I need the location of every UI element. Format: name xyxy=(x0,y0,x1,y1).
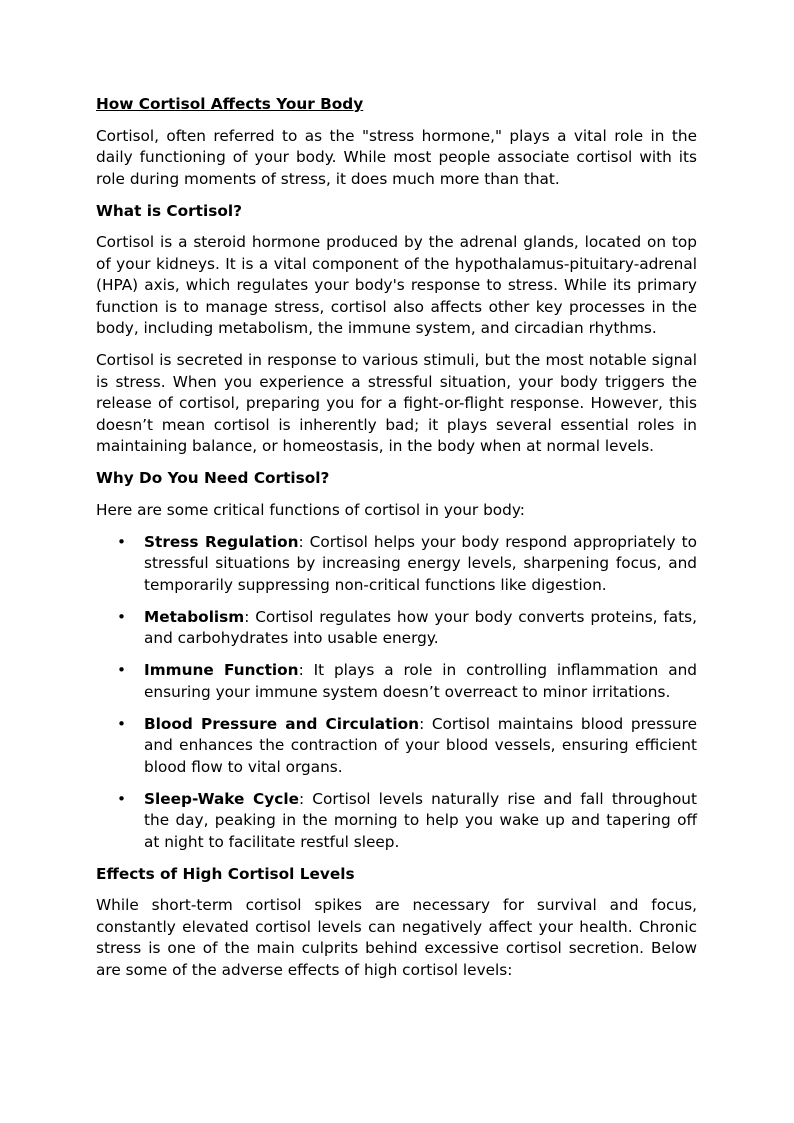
list-item xyxy=(96,607,697,650)
intro-paragraph: Cortisol, often referred to as the "stress hormone," plays a vital role in the daily functioning of your body. While most people associate cortisol with its role during moments of stress, it does much more than that. xyxy=(96,126,697,188)
list-item xyxy=(96,532,697,597)
bullet-icon: • xyxy=(117,607,127,626)
list-item-text: : Cortisol maintains blood pressure and enhances the contraction of your blood vessels, ensuring efficient blood flow to vital organs. xyxy=(144,714,697,776)
section-heading-high-cortisol: Effects of High Cortisol Levels xyxy=(96,864,355,883)
paragraph: Cortisol is secreted in response to various stimuli, but the most notable signal is stress. When you experience a stressful situation, your body triggers the release of cortisol, preparing you for a fight-or-flight response. However, this doesn’t mean cortisol is inherently bad; it plays several essential roles in maintaining balance, or homeostasis, in the body when at normal levels. xyxy=(96,351,697,455)
paragraph: Cortisol is a steroid hormone produced by the adrenal glands, located on top of your kidneys. It is a vital component of the hypothalamus-pituitary-adrenal (HPA) axis, which regulates your body's response to stress. While its primary function is to manage stress, cortisol also affects other key processes in the body, including metabolism, the immune system, and circadian rhythms. xyxy=(96,233,697,337)
bullet-icon: • xyxy=(117,661,127,679)
list-item-text: : Cortisol levels naturally rise and fall throughout the day, peaking in the morning to help you wake up and tapering off at night to facilitate restful sleep. xyxy=(144,789,698,851)
list-item-text: : It plays a role in controlling inflammation and ensuring your immune system doesn’t overreact to minor irritations. xyxy=(144,661,697,701)
list-intro-paragraph: Here are some critical functions of cortisol in your body: xyxy=(96,500,525,519)
list-item-text: : Cortisol regulates how your body converts proteins, fats, and carbohydrates into usable energy. xyxy=(144,607,697,647)
bullet-icon: • xyxy=(117,789,127,808)
list-item-term: Metabolism xyxy=(144,607,245,626)
functions-list xyxy=(96,532,697,854)
document-page xyxy=(96,94,697,992)
section-heading-what-is-cortisol: What is Cortisol? xyxy=(96,201,242,220)
list-item-term: Blood Pressure and Circulation xyxy=(144,714,420,733)
list-item xyxy=(96,714,697,779)
paragraph: While short-term cortisol spikes are necessary for survival and focus, constantly elevated cortisol levels can negatively affect your health. Chronic stress is one of the main culprits behind excessive cortisol secretion. Below are some of the adverse effects of high cortisol levels: xyxy=(96,896,697,979)
bullet-icon: • xyxy=(117,532,127,551)
list-item-term: Sleep-Wake Cycle xyxy=(144,789,299,808)
list-item xyxy=(96,660,697,703)
section-heading-why-need-cortisol: Why Do You Need Cortisol? xyxy=(96,469,330,487)
page-title: How Cortisol Affects Your Body xyxy=(96,95,364,113)
bullet-icon: • xyxy=(117,714,127,733)
list-item xyxy=(96,789,697,854)
list-item-term: Immune Function xyxy=(144,661,299,679)
list-item-text: : Cortisol helps your body respond appropriately to stressful situations by increasing energy levels, sharpening focus, and temporarily suppressing non-critical functions like digestion. xyxy=(144,532,697,594)
list-item-term: Stress Regulation xyxy=(144,532,299,551)
